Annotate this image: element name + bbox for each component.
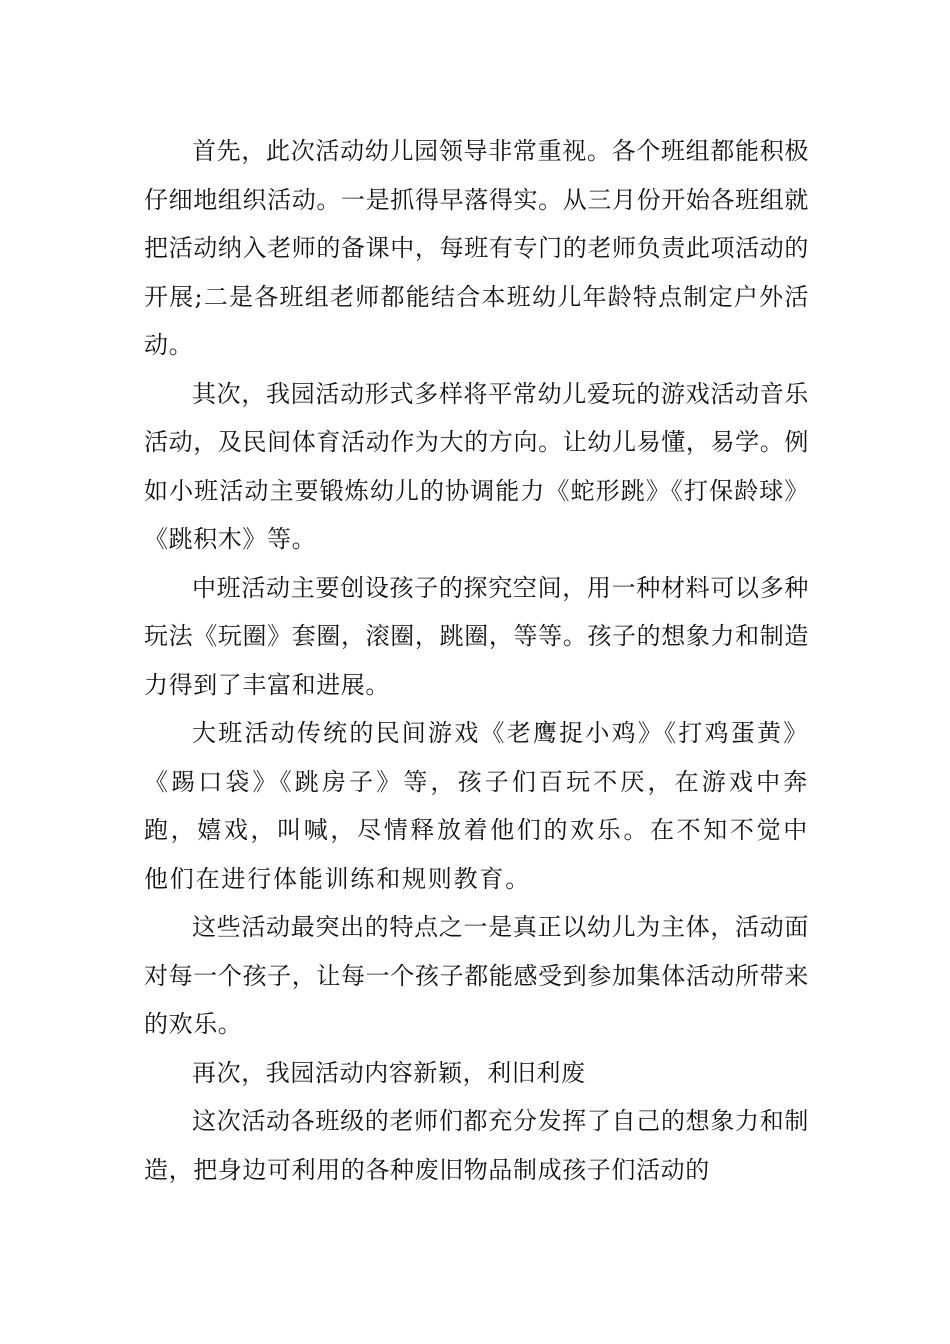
paragraph-senior-class: 大班活动传统的民间游戏《老鹰捉小鸡》《打鸡蛋黄》《踢口袋》《跳房子》等，孩子们百玩不厌，在游戏中奔跑，嬉戏，叫喊，尽情释放着他们的欢乐。在不知不觉中他们在进行体能训练和规则教育。 — [144, 719, 809, 893]
paragraph-new-content: 再次，我园活动内容新颖，利旧利废 — [192, 1058, 586, 1087]
paragraph-leadership: 首先，此次活动幼儿园领导非常重视。各个班组都能积极仔细地组织活动。一是抓得早落得实。从三月份开始各班组就把活动纳入老师的备课中，每班有专门的老师负责此项活动的开展;二是各班组老师都能结合本班幼儿年龄特点制定户外活动。 — [144, 137, 809, 359]
paragraph-middle-class: 中班活动主要创设孩子的探究空间，用一种材料可以多种玩法《玩圈》套圈，滚圈，跳圈，等等。孩子的想象力和制造力得到了丰富和进展。 — [144, 573, 809, 699]
paragraph-activity-forms: 其次，我园活动形式多样将平常幼儿爱玩的游戏活动音乐活动，及民间体育活动作为大的方向。让幼儿易懂，易学。例如小班活动主要锻炼幼儿的协调能力《蛇形跳》《打保龄球》《跳积木》等。 — [144, 379, 809, 553]
document-body — [144, 127, 809, 1194]
paragraph-recycled-materials: 这次活动各班级的老师们都充分发挥了自己的想象力和制造，把身边可利用的各种废旧物品制成孩子们活动的 — [144, 1107, 809, 1184]
paragraph-child-centered: 这些活动最突出的特点之一是真正以幼儿为主体，活动面对每一个孩子，让每一个孩子都能感受到参加集体活动所带来的欢乐。 — [144, 913, 809, 1038]
